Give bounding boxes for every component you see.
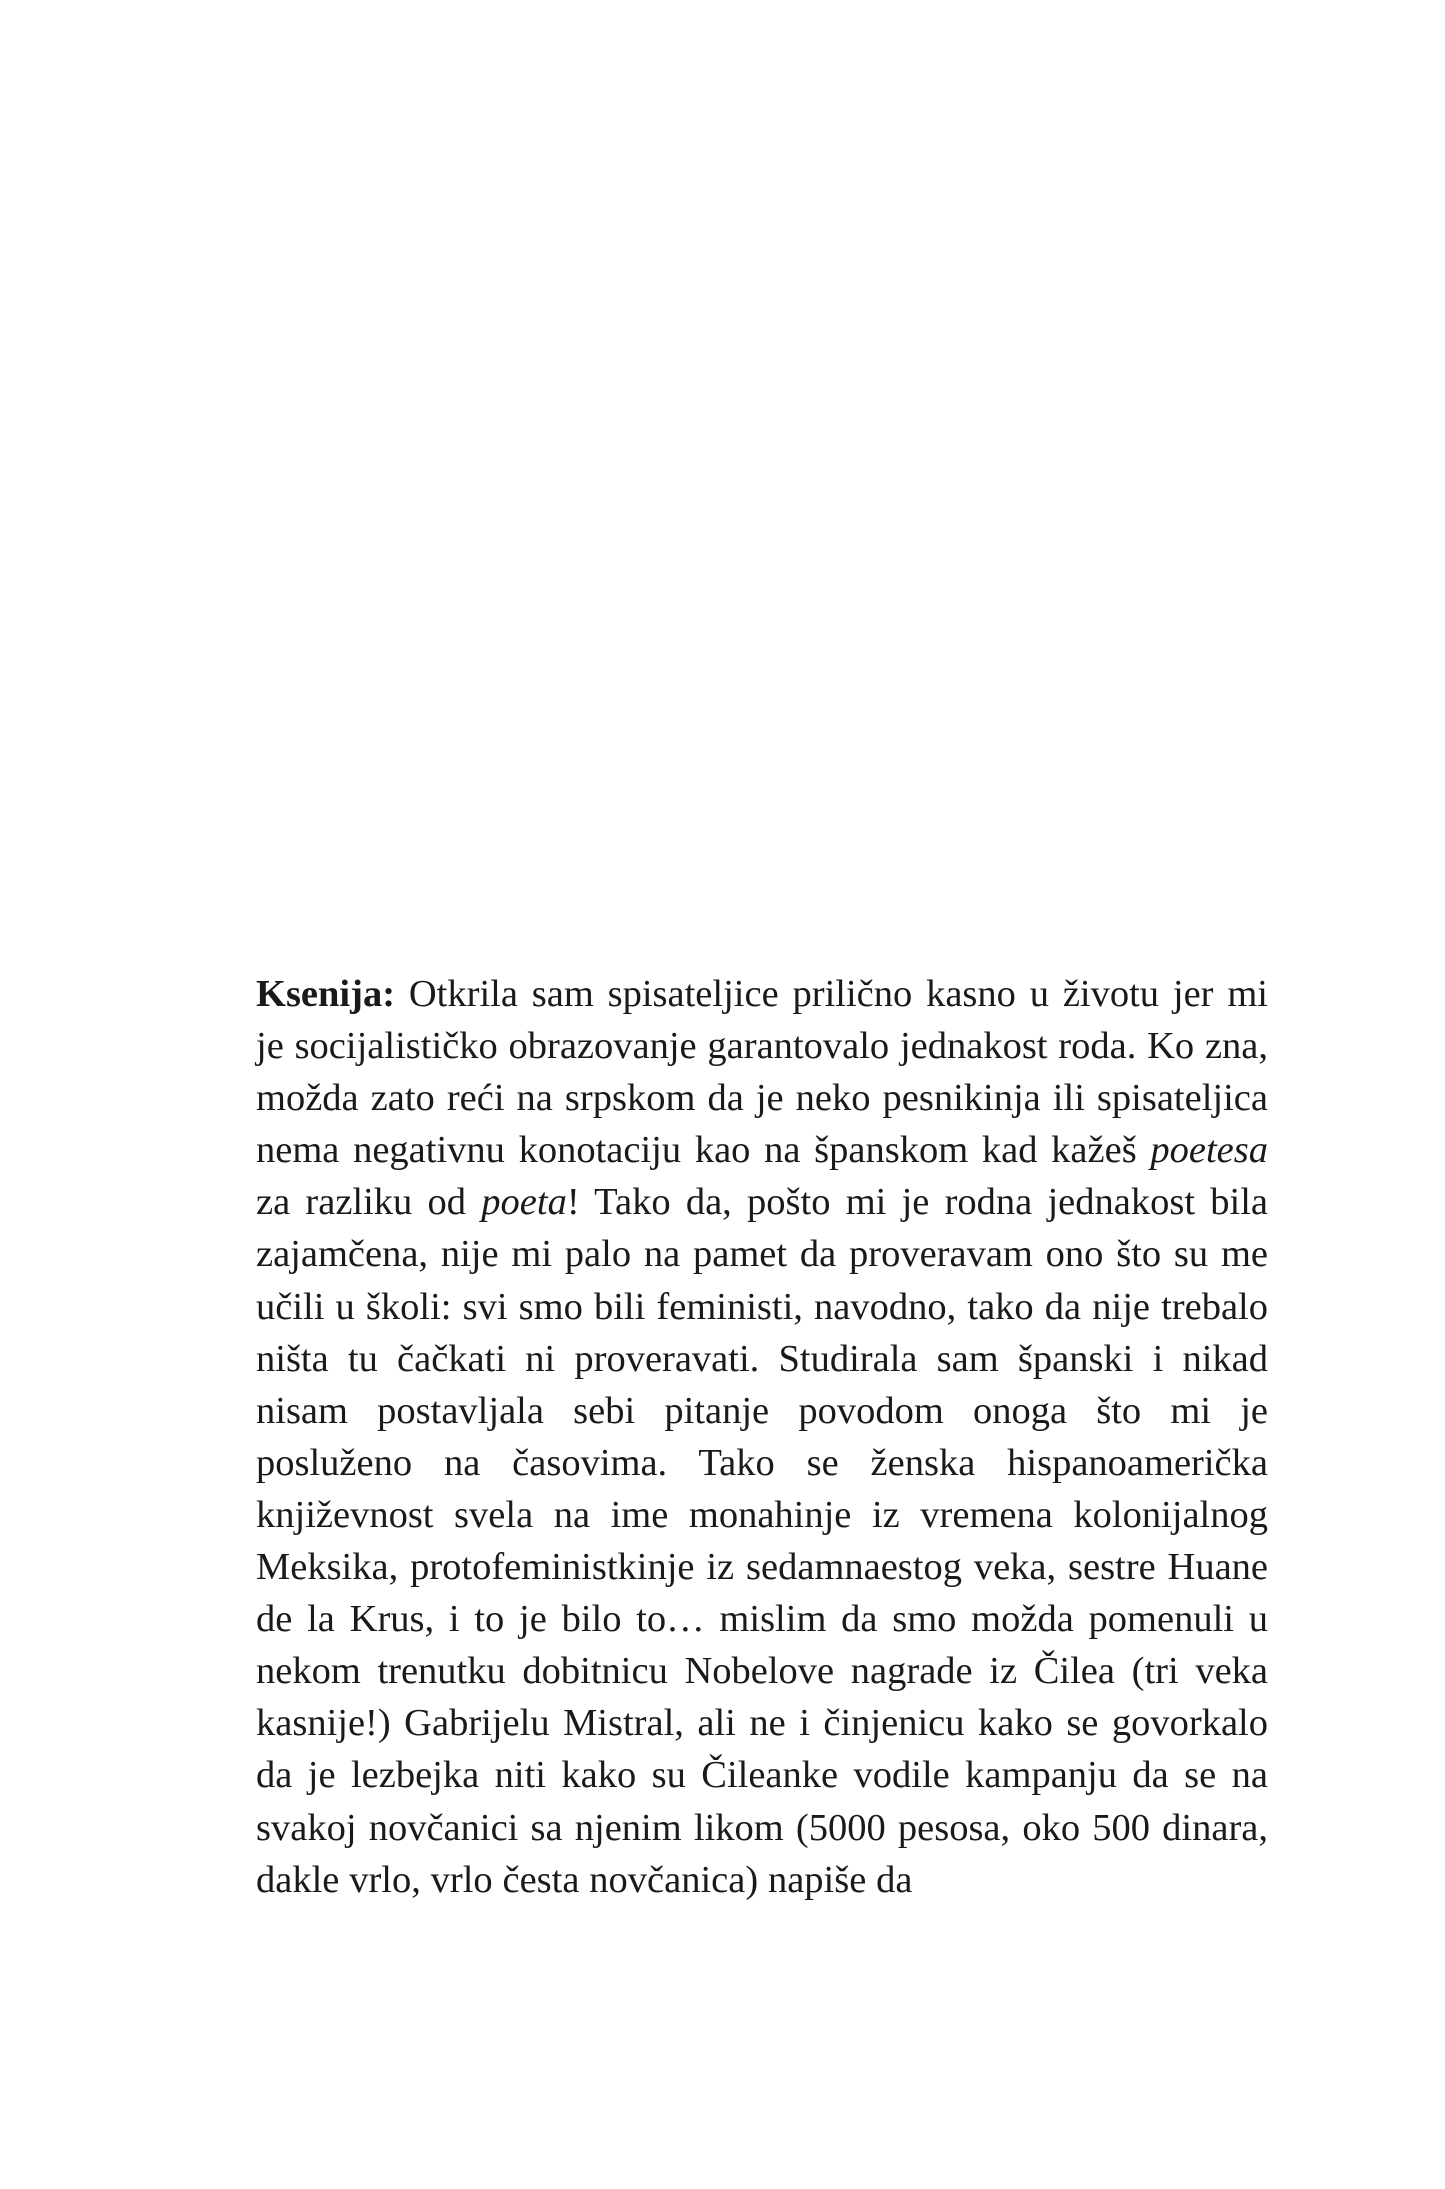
italic-term-poeta: poeta — [481, 1181, 567, 1224]
speaker-label: Ksenija: — [256, 973, 396, 1015]
italic-term-poetesa: poetesa — [1150, 1129, 1268, 1172]
paragraph-segment-2: za razliku od — [256, 1181, 482, 1224]
paragraph-segment-3: ! Tako da, pošto mi je rodna jednakost bila zajamčena, nije mi palo na pamet da proveravam ono što su me učili u školi: svi smo bili feministi, navodno, tako da nije trebalo ništa tu čačkati ni proveravati. Studirala sam španski i nikad nisam postavljala sebi pitanje povodom onoga što mi je posluženo na časovima. Tako se ženska hispanoamerička književnost svela na ime monahinje iz vremena kolonijalnog Meksika, protofeministkinje iz sedamnaestog veka, sestre Huane de la Krus, i to je bilo to… mislim da smo možda pomenuli u nekom trenutku dobitnicu Nobelove nagrade iz Čilea (tri veka kasnije!) Gabrijelu Mistral, ali ne i činjenicu kako se govorkalo da je lezbejka niti kako su Čileanke vodile kampanju da se na svakoj novčanici sa njenim likom (5000 pesosa, oko 500 dinara, dakle vrlo, vrlo česta novčanica) napiše da — [256, 1181, 1269, 1901]
interview-paragraph — [256, 968, 1268, 1906]
text-column — [256, 968, 1268, 1906]
paragraph-segment-1: Otkrila sam spisateljice prilično kasno u životu jer mi je socijalističko obrazovanje garantovalo jednakost roda. Ko zna, možda zato reći na srpskom da je neko pesnikinja ili spisateljica nema negativnu konotaciju kao na španskom kad kažeš — [256, 973, 1268, 1172]
